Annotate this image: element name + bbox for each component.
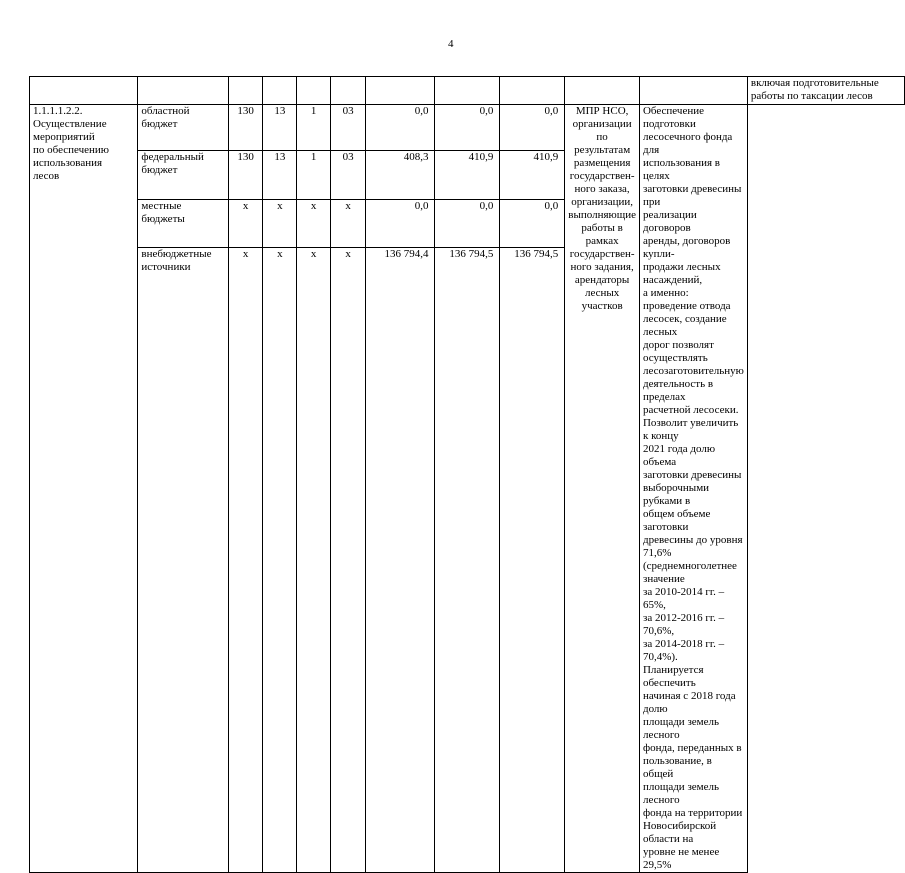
value-year-1: 408,3 <box>366 150 435 199</box>
code-article: x <box>330 199 365 248</box>
funding-row-local <box>30 199 905 248</box>
funding-row-extrabudgetary <box>30 248 905 873</box>
value-year-3: 136 794,5 <box>500 248 565 873</box>
measure-code: 1.1.1.1.2.2. <box>33 105 83 117</box>
measures-table <box>29 76 905 873</box>
funding-row-regional <box>30 105 905 151</box>
funding-source: федеральный бюджет <box>138 150 228 199</box>
value-year-2: 410,9 <box>435 150 500 199</box>
code-section: 13 <box>263 150 297 199</box>
funding-row-federal <box>30 150 905 199</box>
code-grbs: x <box>228 199 263 248</box>
value-year-3: 0,0 <box>500 199 565 248</box>
funding-source: внебюджетные источники <box>138 248 228 873</box>
expected-result: Обеспечение подготовки лесосечного фонда для использования в целях заготовки древесины при реализации договоров аренды, договоров купли- продажи лесных насаждений, а именно: проведение отвода лесосек, создание лесных дорог позволят осуществлять лесозаготовительную деятельность в пределах расчетной лесосеки. Позволит увеличить к концу 2021 года долю объема заготовки древесины выборочными рубками в общем объеме заготовки древесины до уровня 71,6% (среднемноголетнее значение за 2010-2014 гг. – 65%, за 2012-2016 гг. – 70,6%, за 2014-2018 гг. – 70,4%). Планируется обеспечить начиная с 2018 года долю площади земель лесного фонда, переданных в пользование, в общей площади земель лесного фонда на территории Новосибирской области на уровне не менее 29,5% <box>639 105 747 873</box>
value-year-1: 136 794,4 <box>366 248 435 873</box>
measure-title: Осуществление мероприятий по обеспечению использования лесов <box>33 118 110 182</box>
code-article: 03 <box>330 150 365 199</box>
code-grbs: x <box>228 248 263 873</box>
funding-source: областной бюджет <box>138 105 228 151</box>
code-grbs: 130 <box>228 150 263 199</box>
code-section: x <box>263 199 297 248</box>
value-year-1: 0,0 <box>366 199 435 248</box>
value-year-2: 136 794,5 <box>435 248 500 873</box>
value-year-2: 0,0 <box>435 105 500 151</box>
value-year-3: 0,0 <box>500 105 565 151</box>
code-grbs: 130 <box>228 105 263 151</box>
value-year-1: 0,0 <box>366 105 435 151</box>
code-section: 13 <box>263 105 297 151</box>
code-subsection: 1 <box>297 150 331 199</box>
continuation-note: включая подготовительные работы по таксации лесов <box>747 77 904 105</box>
code-article: x <box>330 248 365 873</box>
value-year-3: 410,9 <box>500 150 565 199</box>
funding-source: местные бюджеты <box>138 199 228 248</box>
measure-cell <box>30 105 138 873</box>
code-subsection: x <box>297 199 331 248</box>
code-article: 03 <box>330 105 365 151</box>
continuation-row <box>30 77 905 105</box>
executors: МПР НСО, организации по результатам размещения государствен- ного заказа, организации, выполняющие работы в рамках государствен- ного задания, арендаторы лесных участков <box>565 105 640 873</box>
code-section: x <box>263 248 297 873</box>
value-year-2: 0,0 <box>435 199 500 248</box>
code-subsection: x <box>297 248 331 873</box>
page-number: 4 <box>448 38 454 50</box>
code-subsection: 1 <box>297 105 331 151</box>
